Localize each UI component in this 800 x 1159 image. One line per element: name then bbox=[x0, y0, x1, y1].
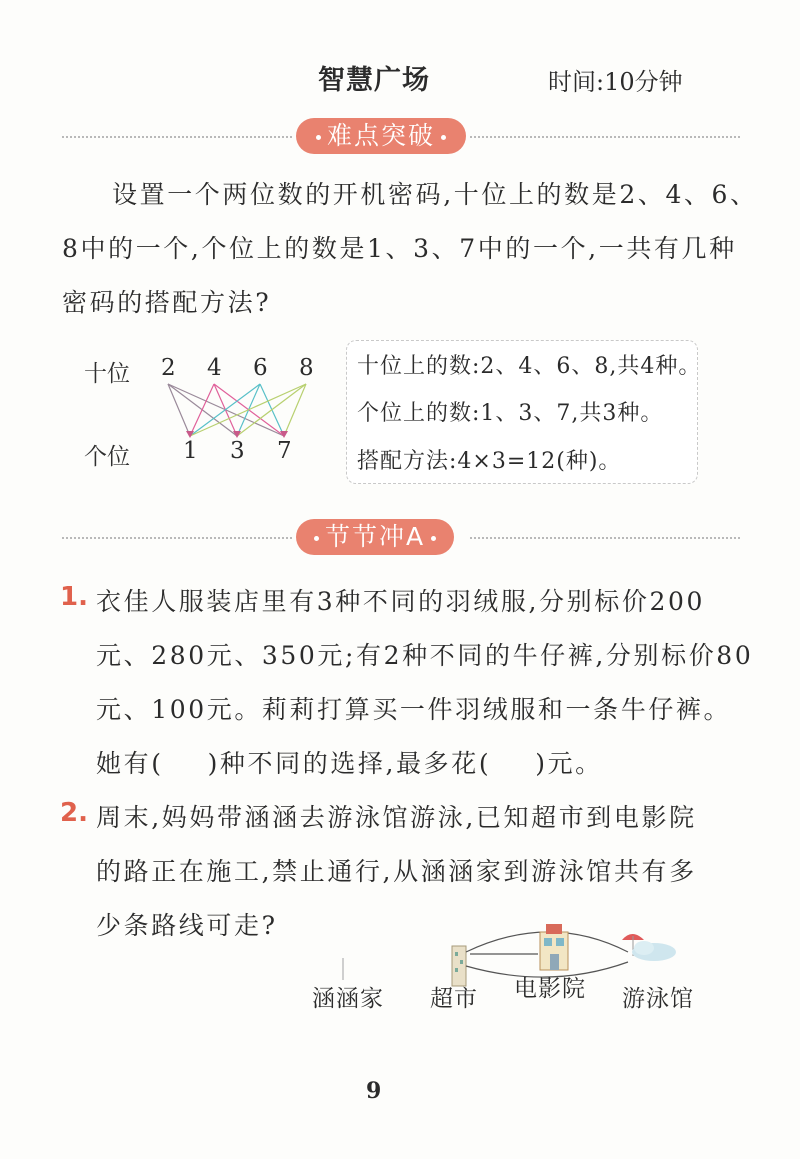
tens-digit: 2 bbox=[161, 355, 176, 381]
page-number: 9 bbox=[366, 1078, 382, 1104]
place-label-cinema: 电影院 bbox=[514, 976, 586, 1002]
solution-line: 十位上的数:2、4、6、8,共4种。 bbox=[357, 354, 702, 379]
cinema-icon bbox=[540, 924, 568, 970]
tens-digit: 6 bbox=[253, 355, 268, 381]
place-label-supermarket: 超市 bbox=[430, 986, 478, 1012]
ones-label: 个位 bbox=[84, 444, 130, 470]
question-number: 1. bbox=[60, 582, 88, 612]
dot-icon bbox=[314, 536, 319, 541]
question-line: 周末,妈妈带涵涵去游泳馆游泳,已知超市到电影院 bbox=[96, 803, 697, 832]
question-text: )元。 bbox=[535, 749, 603, 778]
question-text: 她有( bbox=[96, 749, 164, 778]
place-label-pool: 游泳馆 bbox=[622, 986, 694, 1012]
ones-digit: 1 bbox=[183, 438, 198, 464]
question-line: 元、100元。莉莉打算买一件羽绒服和一条牛仔裤。 bbox=[96, 695, 732, 724]
page-title: 智慧广场 bbox=[318, 65, 430, 96]
tens-digit: 4 bbox=[207, 355, 222, 381]
problem-line: 密码的搭配方法? bbox=[62, 288, 272, 317]
swimming-pool-icon bbox=[622, 934, 676, 961]
question-line: 衣佳人服装店里有3种不同的羽绒服,分别标价200 bbox=[96, 587, 705, 616]
time-limit: 时间:10分钟 bbox=[548, 68, 683, 96]
problem-line: 8中的一个,个位上的数是1、3、7中的一个,一共有几种 bbox=[62, 234, 737, 263]
question-line: 元、280元、350元;有2种不同的牛仔裤,分别标价80 bbox=[96, 641, 754, 670]
question-line: 的路正在施工,禁止通行,从涵涵家到游泳馆共有多 bbox=[96, 857, 697, 886]
solution-box bbox=[346, 340, 702, 484]
match-line bbox=[190, 384, 214, 436]
section-label-text: 节节冲A bbox=[325, 522, 426, 551]
problem-line: 设置一个两位数的开机密码,十位上的数是2、4、6、 bbox=[112, 180, 758, 209]
question-text: )种不同的选择,最多花( bbox=[207, 749, 492, 778]
section-label-text: 难点突破 bbox=[327, 121, 436, 150]
section-label-challenge bbox=[296, 519, 454, 555]
question-number: 2. bbox=[60, 798, 88, 828]
divider-left bbox=[62, 537, 292, 539]
ones-digit: 3 bbox=[230, 438, 245, 464]
place-label-home: 涵涵家 bbox=[312, 986, 384, 1012]
dot-icon bbox=[431, 536, 436, 541]
tens-digit: 8 bbox=[299, 355, 314, 381]
question-line-blanks bbox=[96, 744, 603, 780]
divider-right bbox=[470, 537, 740, 539]
question-line: 少条路线可走? bbox=[96, 911, 278, 940]
ones-digit: 7 bbox=[277, 438, 292, 464]
solution-line: 个位上的数:1、3、7,共3种。 bbox=[357, 401, 664, 426]
tens-label: 十位 bbox=[84, 361, 130, 387]
solution-line: 搭配方法:4×3=12(种)。 bbox=[357, 449, 622, 474]
